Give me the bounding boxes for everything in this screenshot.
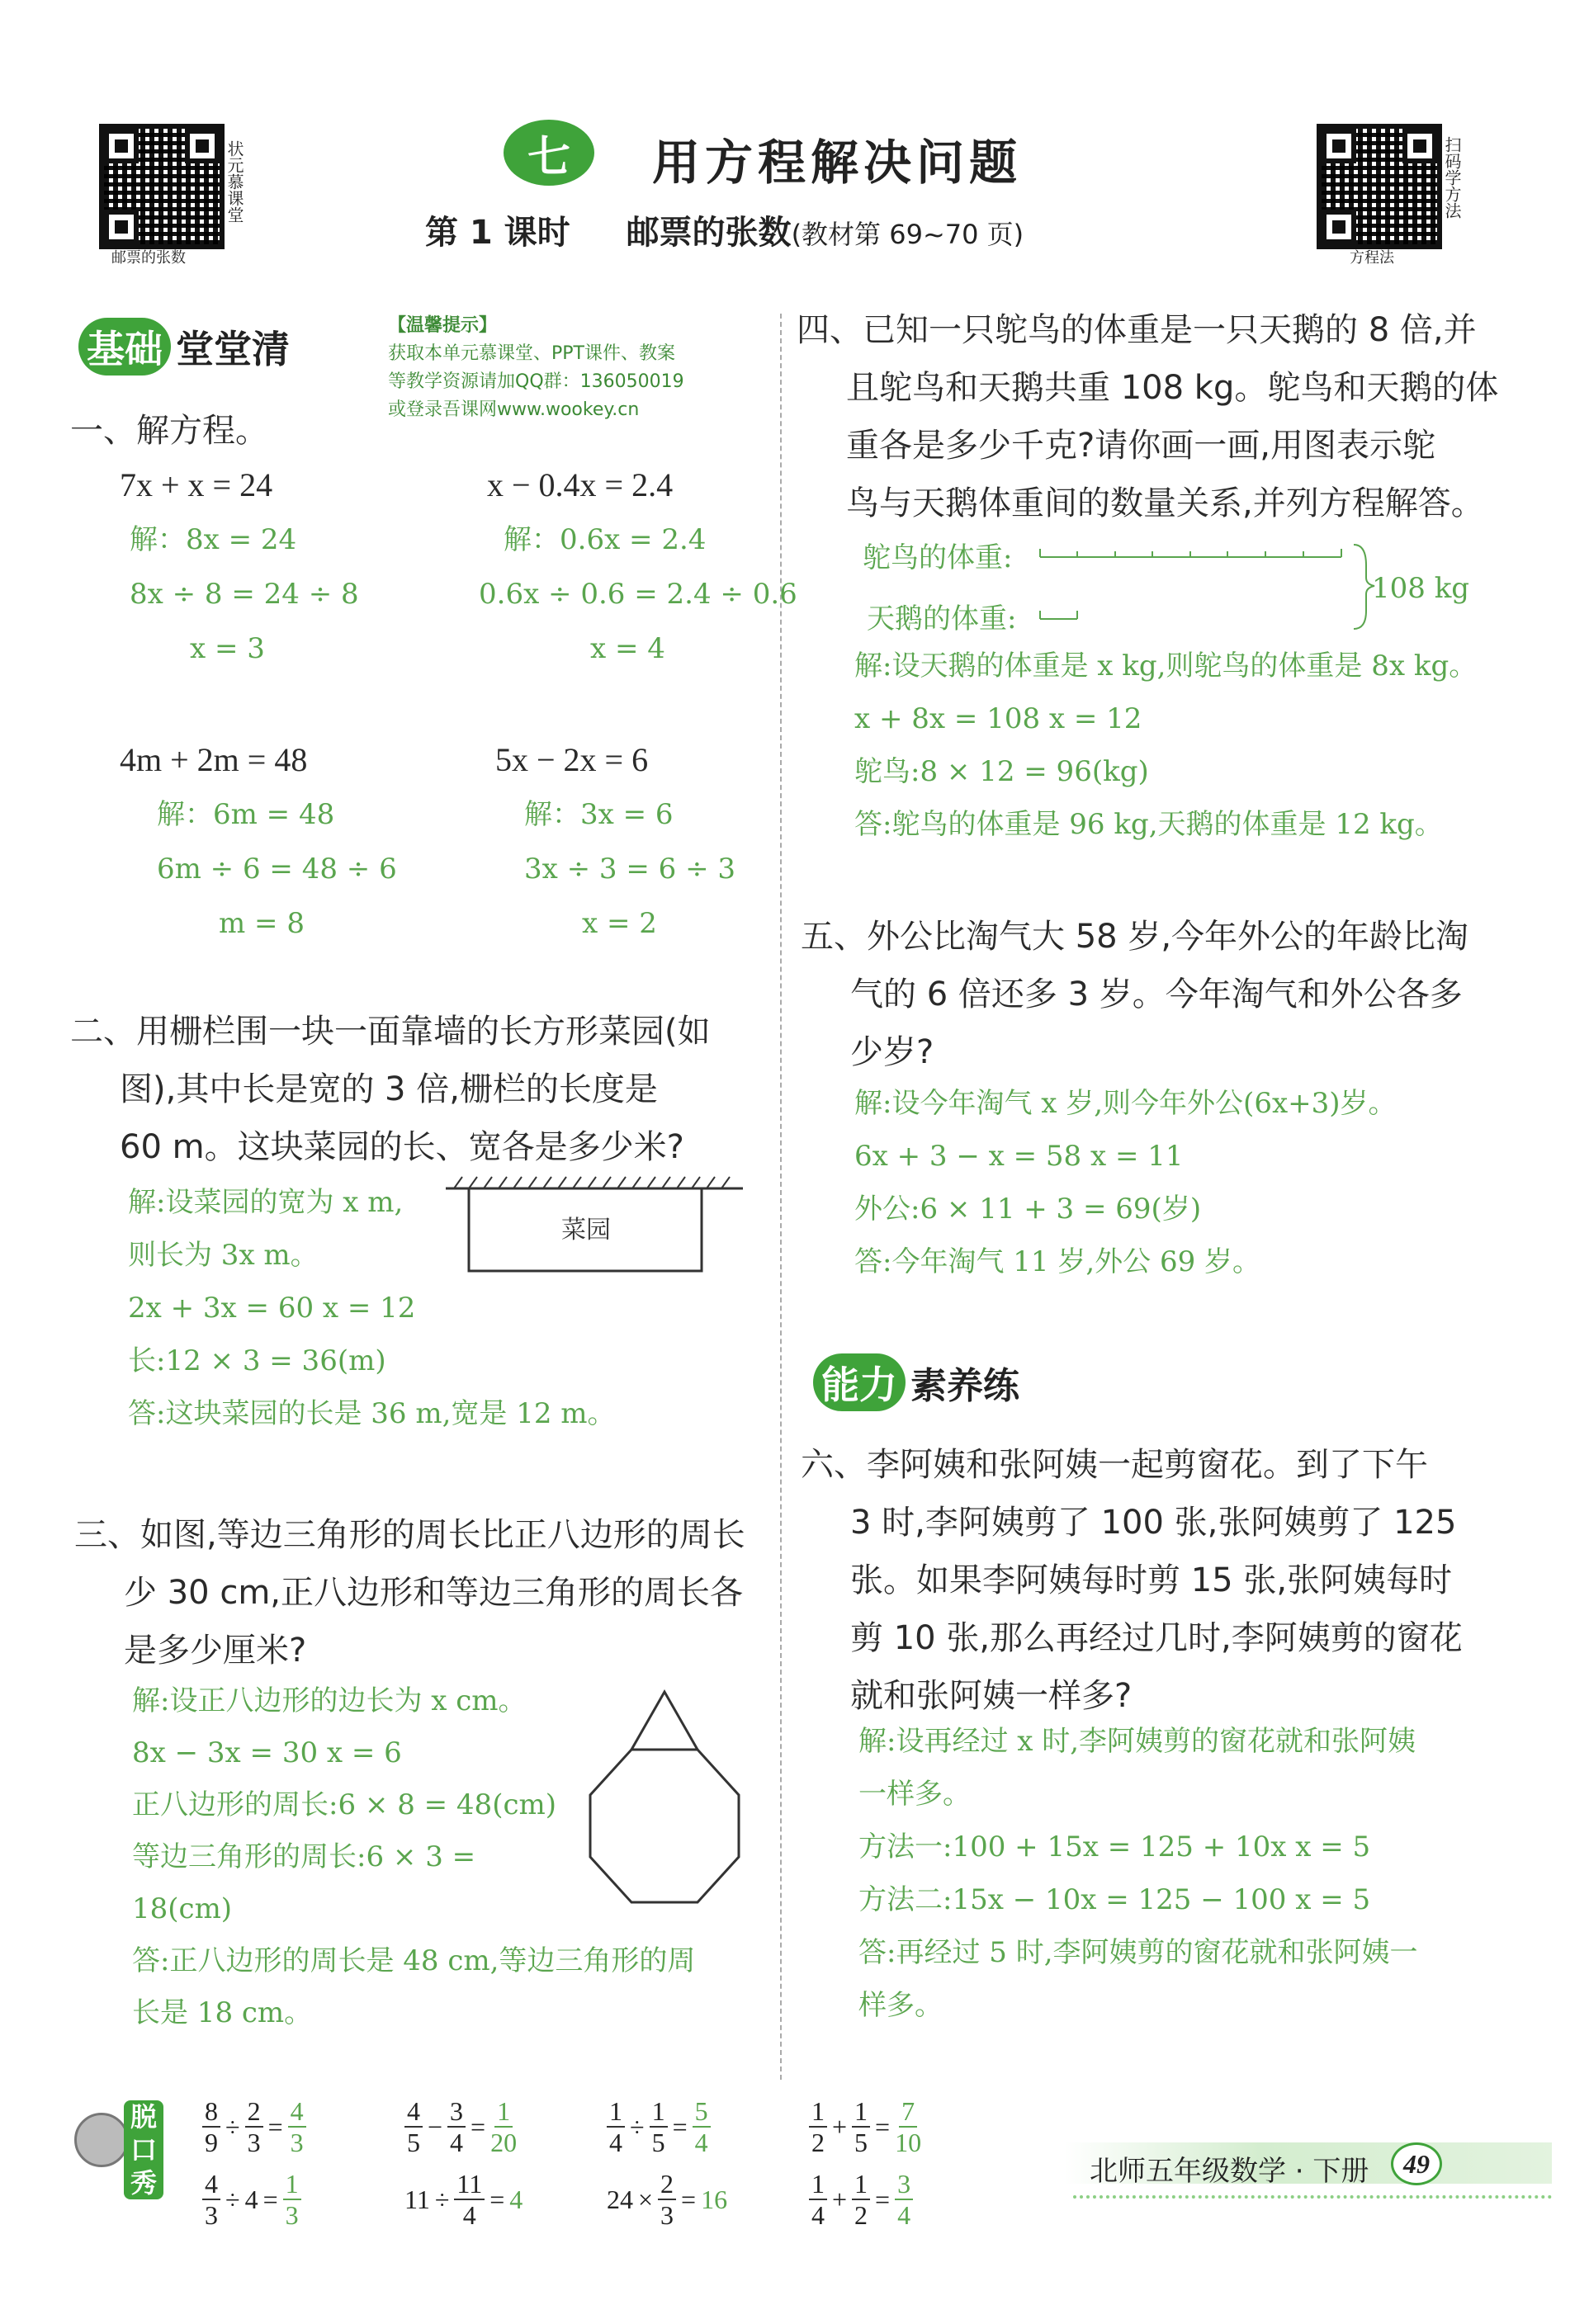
q3-ans-6: 答:正八边形的周长是 48 cm,等边三角形的周 xyxy=(132,1944,696,1977)
oral-char-1: 脱 xyxy=(130,2101,157,2133)
q1-c-equation: 4m + 2m = 48 xyxy=(120,741,308,778)
tip-line-3: 等教学资源请加QQ群：136050019 xyxy=(388,371,684,392)
q4-ans-4: 答:鸵鸟的体重是 96 kg,天鹅的体重是 12 kg。 xyxy=(854,808,1443,841)
tip-line-4: 或登录吾课网www.wookey.cn xyxy=(388,399,640,420)
numerator: 4 xyxy=(404,2096,423,2128)
fraction xyxy=(607,2096,625,2157)
operator: + xyxy=(832,2111,848,2142)
operator: ÷ xyxy=(434,2184,450,2214)
q1-a-step2: 8x ÷ 8 = 24 ÷ 8 xyxy=(130,578,359,611)
q2-line-1: 二、用栅栏围一块一面靠墙的长方形菜园(如 xyxy=(70,1013,711,1051)
denominator: 5 xyxy=(651,2128,665,2157)
equals-sign: = xyxy=(875,2111,891,2142)
fraction xyxy=(447,2096,466,2157)
denominator: 10 xyxy=(895,2128,922,2157)
numerator: 1 xyxy=(494,2096,513,2128)
fraction xyxy=(454,2169,485,2230)
fraction xyxy=(809,2169,827,2230)
q1-b-step1: 解：0.6x = 2.4 xyxy=(504,523,707,556)
operator: ÷ xyxy=(630,2111,645,2142)
denominator: 3 xyxy=(285,2200,299,2230)
fraction xyxy=(288,2096,306,2157)
denominator: 4 xyxy=(897,2200,911,2230)
q1-a-equation: 7x + x = 24 xyxy=(120,466,273,503)
denominator: 4 xyxy=(450,2128,464,2157)
equals-sign: = xyxy=(471,2111,486,2142)
q2-ans-4: 长:12 × 3 = 36(m) xyxy=(128,1344,386,1377)
q6-ans-1: 解:设再经过 x 时,李阿姨剪的窗花就和张阿姨 xyxy=(858,1725,1416,1758)
operator: ÷ xyxy=(225,2111,240,2142)
equals-sign: = xyxy=(672,2111,688,2142)
oral-char-2: 口 xyxy=(130,2134,157,2166)
q3-ans-5: 18(cm) xyxy=(132,1892,233,1925)
q6-line-3: 张。如果李阿姨每时剪 15 张,张阿姨每时 xyxy=(850,1561,1453,1599)
q1-b-equation: x − 0.4x = 2.4 xyxy=(487,466,674,503)
q1-d-step2: 3x ÷ 3 = 6 ÷ 3 xyxy=(524,853,736,886)
q3-line-1: 三、如图,等边三角形的周长比正八边形的周长 xyxy=(74,1516,745,1554)
q1-b-step3: x = 4 xyxy=(590,632,665,665)
fraction xyxy=(693,2096,711,2157)
equals-sign: = xyxy=(681,2184,697,2214)
numerator: 1 xyxy=(809,2169,827,2200)
lesson-ref: (教材第 69~70 页) xyxy=(791,219,1024,250)
denominator: 3 xyxy=(290,2128,304,2157)
mental-math-item xyxy=(202,2096,306,2157)
q4-total-label: 108 kg xyxy=(1372,572,1470,605)
tip-line-2: 获取本单元慕课堂、PPT课件、教案 xyxy=(388,343,675,364)
section-ability-title: 素养练 xyxy=(910,1365,1019,1407)
q6-text xyxy=(801,1436,1463,1725)
mental-math-item xyxy=(404,2169,523,2230)
numerator: 1 xyxy=(607,2096,625,2128)
q5-line-3: 少岁? xyxy=(850,1033,934,1071)
q5-ans-2: 6x + 3 − x = 58 x = 11 xyxy=(854,1140,1184,1173)
q5-ans-3: 外公:6 × 11 + 3 = 69(岁) xyxy=(854,1193,1202,1226)
q2-ans-5: 答:这块菜园的长是 36 m,宽是 12 m。 xyxy=(128,1397,616,1430)
number: 11 xyxy=(404,2184,430,2214)
equals-sign: = xyxy=(267,2111,283,2142)
fraction xyxy=(283,2169,301,2230)
section-ability-header xyxy=(813,1353,1019,1411)
mental-math-item xyxy=(202,2169,301,2230)
q4-text xyxy=(797,301,1498,532)
q1-c xyxy=(120,733,397,951)
fraction xyxy=(895,2169,913,2230)
denominator: 5 xyxy=(407,2128,420,2157)
fraction xyxy=(490,2096,517,2157)
numerator: 11 xyxy=(454,2169,485,2200)
q1-c-step2: 6m ÷ 6 = 48 ÷ 6 xyxy=(157,853,397,886)
lesson-line xyxy=(425,206,1024,253)
denominator: 2 xyxy=(854,2200,868,2230)
q4-ans-1: 解:设天鹅的体重是 x kg,则鸵鸟的体重是 8x kg。 xyxy=(854,649,1478,683)
q5-text xyxy=(801,908,1468,1081)
q4-line-4: 鸟与天鹅体重间的数量关系,并列方程解答。 xyxy=(846,484,1484,522)
equals-sign: = xyxy=(875,2184,891,2214)
mental-math-item xyxy=(404,2096,517,2157)
q4-line-3: 重各是多少千克?请你画一画,用图表示鸵 xyxy=(846,427,1435,465)
q6-ans-3: 方法一:100 + 15x = 125 + 10x x = 5 xyxy=(858,1830,1371,1863)
numerator: 1 xyxy=(809,2096,827,2128)
numerator: 3 xyxy=(895,2169,913,2200)
oral-badge xyxy=(124,2100,163,2199)
q4-answer xyxy=(854,640,1477,851)
q1-a-step3: x = 3 xyxy=(190,632,265,665)
fraction xyxy=(650,2096,668,2157)
q2-ans-1: 解:设菜园的宽为 x m, xyxy=(128,1186,404,1219)
equals-sign: = xyxy=(262,2184,278,2214)
q6-line-4: 剪 10 张,那么再经过几时,李阿姨剪的窗花 xyxy=(850,1619,1463,1657)
q6-line-5: 就和张阿姨一样多? xyxy=(850,1677,1133,1715)
numerator: 1 xyxy=(283,2169,301,2200)
fraction xyxy=(245,2096,263,2157)
section-ability-badge: 能力 xyxy=(813,1353,906,1411)
section-basic-badge: 基础 xyxy=(78,318,171,376)
numerator: 1 xyxy=(650,2096,668,2128)
q6-answer xyxy=(858,1715,1418,2032)
footer-dots xyxy=(1073,2195,1552,2199)
mental-math-item xyxy=(809,2096,921,2157)
q2-line-3: 60 m。这块菜园的长、宽各是多少米? xyxy=(120,1128,684,1166)
fraction xyxy=(809,2096,827,2157)
qr-code-right[interactable] xyxy=(1317,124,1442,249)
denominator: 3 xyxy=(660,2200,674,2230)
numerator: 1 xyxy=(852,2096,870,2128)
operator: − xyxy=(428,2111,443,2142)
section-basic-header xyxy=(78,318,290,376)
oral-char-3: 秀 xyxy=(130,2167,157,2199)
numerator: 3 xyxy=(447,2096,466,2128)
q3-line-3: 是多少厘米? xyxy=(124,1632,307,1670)
mental-math-item xyxy=(607,2096,711,2157)
q6-line-1: 六、李阿姨和张阿姨一起剪窗花。到了下午 xyxy=(801,1446,1428,1484)
q1-d-equation: 5x − 2x = 6 xyxy=(495,741,649,778)
book-title: 北师五年级数学 · 下册 xyxy=(1090,2155,1369,2188)
numerator: 2 xyxy=(658,2169,676,2200)
q4-line-2: 且鸵鸟和天鹅共重 108 kg。鸵鸟和天鹅的体 xyxy=(846,369,1499,407)
numerator: 5 xyxy=(693,2096,711,2128)
unit-number: 七 xyxy=(527,132,570,182)
tip-line-1: 【温馨提示】 xyxy=(388,315,498,336)
numerator: 1 xyxy=(852,2169,870,2200)
operator: + xyxy=(832,2184,848,2214)
lesson-number: 第 1 课时 xyxy=(425,214,570,252)
q1-a-step1: 解：8x = 24 xyxy=(130,523,297,556)
q1-a xyxy=(120,458,359,676)
q3-ans-4: 等边三角形的周长:6 × 3 = xyxy=(132,1840,476,1873)
denominator: 4 xyxy=(694,2128,708,2157)
numerator: 7 xyxy=(899,2096,917,2128)
numerator: 4 xyxy=(202,2169,220,2200)
lesson-title: 邮票的张数 xyxy=(626,214,792,252)
fraction xyxy=(658,2169,676,2230)
denominator: 2 xyxy=(811,2128,825,2157)
denominator: 9 xyxy=(205,2128,218,2157)
section-basic-title: 堂堂清 xyxy=(176,327,290,371)
denominator: 4 xyxy=(462,2200,476,2230)
q5-ans-1: 解:设今年淘气 x 岁,则今年外公(6x+3)岁。 xyxy=(854,1087,1397,1120)
q2-ans-3: 2x + 3x = 60 x = 12 xyxy=(128,1292,416,1325)
tip-box xyxy=(388,312,684,424)
fraction xyxy=(404,2096,423,2157)
q1-c-step3: m = 8 xyxy=(219,907,305,940)
q4-ans-3: 鸵鸟:8 × 12 = 96(kg) xyxy=(854,755,1149,788)
q6-ans-4: 方法二:15x − 10x = 125 − 100 x = 5 xyxy=(858,1883,1371,1916)
qr-right-caption: 方程法 xyxy=(1350,249,1394,267)
mental-math-item xyxy=(607,2169,727,2230)
operator: ÷ xyxy=(225,2184,240,2214)
number: 4 xyxy=(244,2184,258,2214)
q2-line-2: 图),其中长是宽的 3 倍,栅栏的长度是 xyxy=(120,1070,658,1108)
q1-b xyxy=(479,458,797,676)
q1-d xyxy=(495,733,735,951)
q3-ans-2: 8x − 3x = 30 x = 6 xyxy=(132,1736,402,1769)
fraction xyxy=(202,2096,220,2157)
qr-code-left[interactable] xyxy=(99,124,225,249)
number: 24 xyxy=(607,2184,633,2214)
unit-badge xyxy=(504,120,594,186)
q2-ans-2: 则长为 3x m。 xyxy=(128,1239,319,1272)
q5-ans-4: 答:今年淘气 11 岁,外公 69 岁。 xyxy=(854,1245,1261,1278)
q5-line-1: 五、外公比淘气大 58 岁,今年外公的年龄比淘 xyxy=(801,918,1469,956)
operator: × xyxy=(638,2184,654,2214)
garden-diagram xyxy=(429,1170,751,1278)
q6-line-2: 3 时,李阿姨剪了 100 张,张阿姨剪了 125 xyxy=(850,1504,1457,1542)
q1-d-step3: x = 2 xyxy=(582,907,657,940)
fraction xyxy=(895,2096,921,2157)
mental-math-item xyxy=(809,2169,913,2230)
numerator: 4 xyxy=(288,2096,306,2128)
q4-ans-2: x + 8x = 108 x = 12 xyxy=(854,702,1142,735)
denominator: 3 xyxy=(247,2128,261,2157)
octagon-triangle-diagram xyxy=(570,1663,768,1911)
unit-title: 用方程解决问题 xyxy=(652,135,1023,191)
q5-answer xyxy=(854,1077,1397,1288)
denominator: 3 xyxy=(205,2200,218,2230)
q4-diagram-swan-label: 天鹅的体重: xyxy=(867,602,1017,635)
denominator: 4 xyxy=(811,2200,825,2230)
qr-left-side-text: 状元慕课堂 xyxy=(225,140,244,223)
number: 16 xyxy=(701,2184,728,2214)
qr-left-caption: 邮票的张数 xyxy=(111,249,186,267)
qr-right-side-text: 扫码学方法 xyxy=(1442,136,1462,219)
q6-ans-5: 答:再经过 5 时,李阿姨剪的窗花就和张阿姨一 xyxy=(858,1936,1418,1969)
page-number: 49 xyxy=(1391,2142,1442,2185)
q3-line-2: 少 30 cm,正八边形和等边三角形的周长各 xyxy=(124,1574,743,1612)
number: 4 xyxy=(509,2184,523,2214)
q1-label: 一、解方程。 xyxy=(70,412,268,450)
q3-ans-3: 正八边形的周长:6 × 8 = 48(cm) xyxy=(132,1788,557,1821)
q2-text xyxy=(70,1003,711,1176)
q4-diagram-ostrich-label: 鸵鸟的体重: xyxy=(863,541,1013,574)
mascot-icon xyxy=(74,2113,129,2167)
q3-ans-7: 长是 18 cm。 xyxy=(132,1996,313,2029)
numerator: 2 xyxy=(245,2096,263,2128)
denominator: 5 xyxy=(854,2128,868,2157)
q6-ans-2: 一样多。 xyxy=(858,1778,971,1811)
equals-sign: = xyxy=(489,2184,505,2214)
q1-b-step2: 0.6x ÷ 0.6 = 2.4 ÷ 0.6 xyxy=(479,578,797,611)
fraction xyxy=(852,2169,870,2230)
fraction xyxy=(202,2169,220,2230)
q5-line-2: 气的 6 倍还多 3 岁。今年淘气和外公各多 xyxy=(850,975,1463,1013)
q1-c-step1: 解：6m = 48 xyxy=(157,798,335,831)
q6-ans-6: 样多。 xyxy=(858,1989,943,2022)
denominator: 20 xyxy=(490,2128,518,2157)
q4-line-1: 四、已知一只鸵鸟的体重是一只天鹅的 8 倍,并 xyxy=(797,311,1477,349)
q1-d-step1: 解：3x = 6 xyxy=(524,798,674,831)
numerator: 8 xyxy=(202,2096,220,2128)
fraction xyxy=(852,2096,870,2157)
q3-text xyxy=(74,1506,745,1679)
q4-segment-diagram xyxy=(1036,536,1383,635)
q3-ans-1: 解:设正八边形的边长为 x cm。 xyxy=(132,1684,527,1717)
denominator: 4 xyxy=(609,2128,622,2157)
garden-label: 菜园 xyxy=(561,1216,611,1245)
